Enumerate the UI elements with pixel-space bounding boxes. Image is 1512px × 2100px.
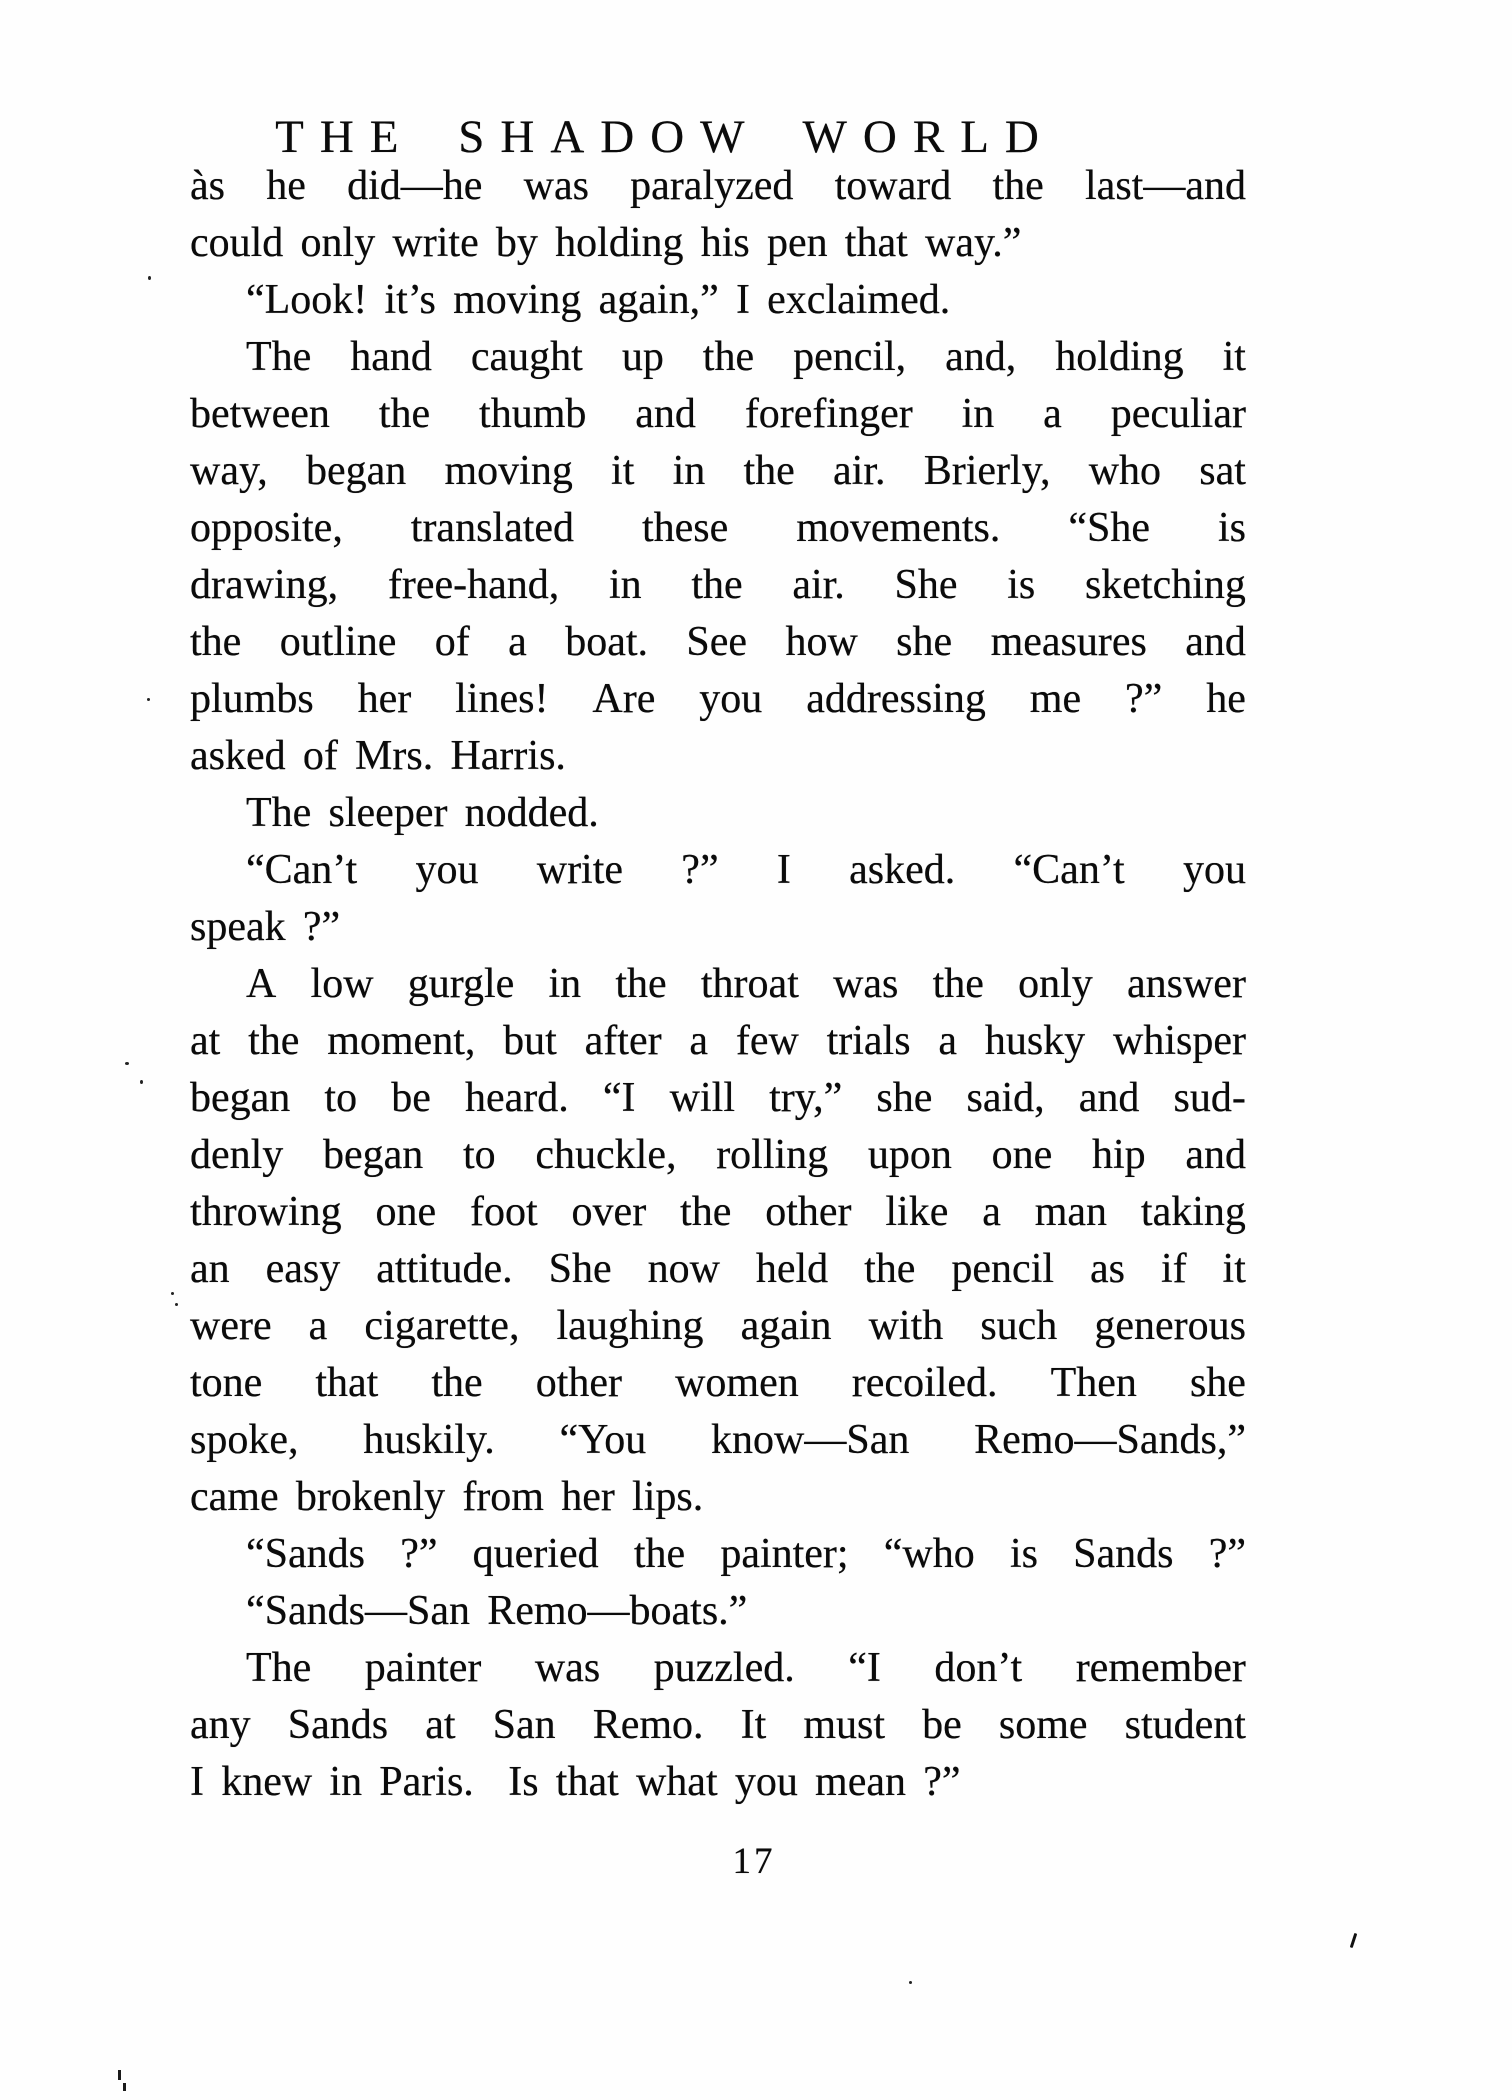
text-line: at the moment, but after a few trials a husky whisper — [190, 1018, 1246, 1064]
text-line: “Sands—San Remo—boats.” — [246, 1588, 748, 1634]
text-line: tone that the other women recoiled. Then she — [190, 1360, 1246, 1406]
text-line: an easy attitude. She now held the pencil as if it — [190, 1246, 1246, 1292]
text-line: The hand caught up the pencil, and, holding it — [246, 334, 1246, 380]
text-line: I knew in Paris. Is that what you mean ?” — [190, 1759, 961, 1805]
ink-speck — [171, 1292, 174, 1295]
text-line: às he did—he was paralyzed toward the last—and — [190, 163, 1246, 209]
text-line: The sleeper nodded. — [246, 790, 599, 836]
text-line: between the thumb and forefinger in a peculiar — [190, 391, 1246, 437]
text-line: spoke, huskily. “You know—San Remo—Sands,” — [190, 1417, 1246, 1463]
text-line: A low gurgle in the throat was the only answer — [246, 961, 1246, 1007]
text-line: throwing one foot over the other like a man taking — [190, 1189, 1246, 1235]
ink-speck — [148, 276, 151, 280]
ink-speck — [175, 1303, 178, 1306]
ink-speck — [147, 698, 150, 701]
ink-tick — [118, 2070, 121, 2080]
text-line: “Sands ?” queried the painter; “who is Sands ?” — [246, 1531, 1246, 1577]
text-line: came brokenly from her lips. — [190, 1474, 704, 1520]
running-header: THE SHADOW WORLD — [275, 111, 1055, 163]
text-line: asked of Mrs. Harris. — [190, 733, 566, 779]
text-line: speak ?” — [190, 904, 341, 950]
text-line: “Can’t you write ?” I asked. “Can’t you — [246, 847, 1246, 893]
text-line: opposite, translated these movements. “She is — [190, 505, 1246, 551]
ink-speck — [909, 1981, 912, 1984]
text-line: denly began to chuckle, rolling upon one hip and — [190, 1132, 1246, 1178]
page-number: 17 — [732, 1841, 776, 1882]
ink-slash — [1350, 1933, 1357, 1948]
text-line: drawing, free-hand, in the air. She is sketching — [190, 562, 1246, 608]
ink-speck — [125, 1062, 129, 1065]
text-line: way, began moving it in the air. Brierly, who sat — [190, 448, 1246, 494]
text-line: any Sands at San Remo. It must be some student — [190, 1702, 1246, 1748]
ink-tick — [123, 2083, 126, 2091]
text-line: began to be heard. “I will try,” she said, and sud- — [190, 1075, 1246, 1121]
page-text — [190, 158, 1246, 1811]
text-line: were a cigarette, laughing again with such generous — [190, 1303, 1246, 1349]
text-line: the outline of a boat. See how she measures and — [190, 619, 1246, 665]
text-line: “Look! it’s moving again,” I exclaimed. — [246, 277, 951, 323]
text-line: plumbs her lines! Are you addressing me ?” he — [190, 676, 1246, 722]
ink-speck — [140, 1080, 143, 1084]
text-line: The painter was puzzled. “I don’t remember — [246, 1645, 1246, 1691]
text-line: could only write by holding his pen that way.” — [190, 220, 1022, 266]
